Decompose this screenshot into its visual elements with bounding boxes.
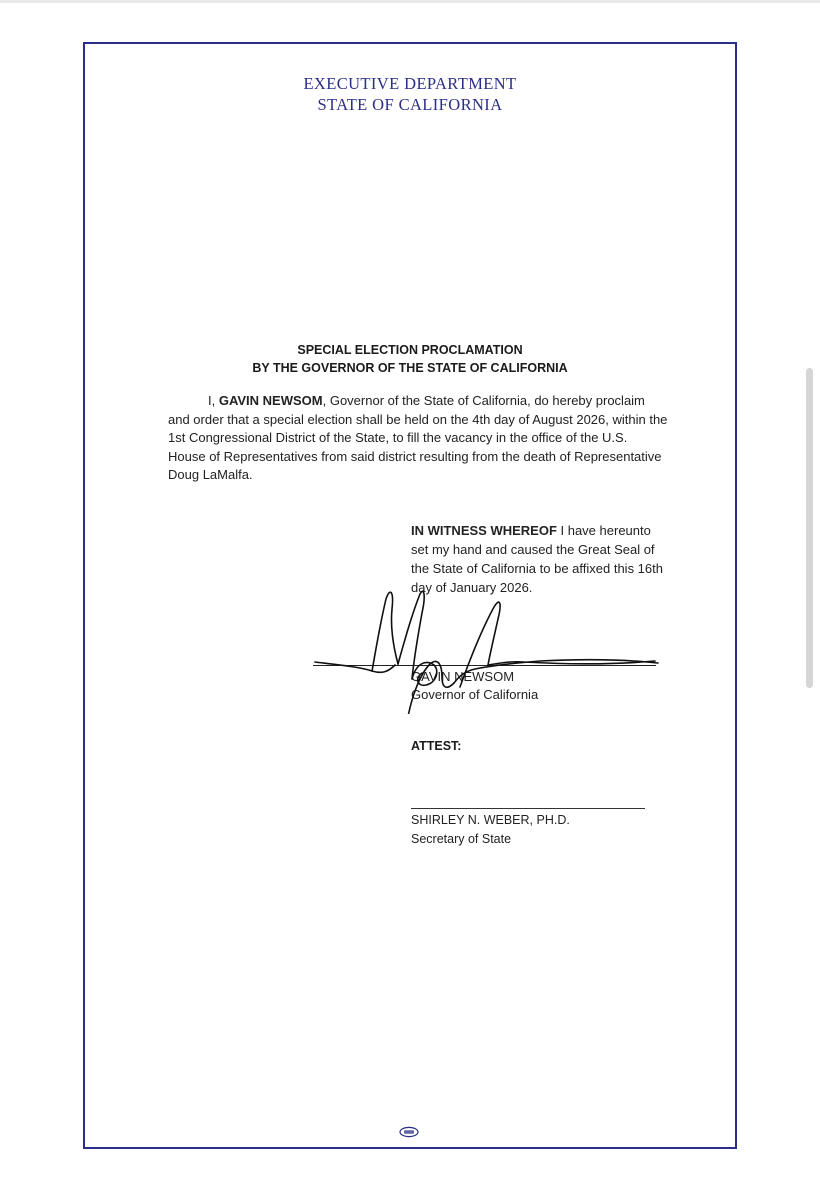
secretary-signature-line bbox=[411, 808, 645, 809]
top-divider bbox=[0, 0, 820, 3]
letterhead-line-1: EXECUTIVE DEPARTMENT bbox=[303, 74, 517, 93]
title-line-2: BY THE GOVERNOR OF THE STATE OF CALIFORNIA bbox=[252, 361, 568, 375]
secretary-name: SHIRLEY N. WEBER, PH.D. bbox=[411, 813, 570, 827]
letterhead-line-2: STATE OF CALIFORNIA bbox=[317, 95, 503, 114]
proclamation-title bbox=[85, 341, 735, 377]
letterhead bbox=[85, 73, 735, 115]
body-lead: I, bbox=[208, 393, 219, 408]
proclamation-body bbox=[168, 392, 668, 485]
governor-signature bbox=[310, 579, 660, 714]
witness-bold: IN WITNESS WHEREOF bbox=[411, 523, 557, 538]
vertical-scrollbar[interactable] bbox=[806, 368, 813, 688]
state-seal-mark-icon bbox=[398, 1126, 420, 1138]
witness-text: I have hereunto set my hand and caused the Great Seal of the State of California to be affixed this 16th day of January 2026. bbox=[411, 523, 663, 595]
secretary-title: Secretary of State bbox=[411, 832, 512, 846]
governor-name-bold: GAVIN NEWSOM bbox=[218, 393, 323, 408]
secretary-block bbox=[411, 811, 570, 849]
body-text: , Governor of the State of California, do hereby proclaim and order that a special election shall be held on the 4th day of August 2026, within the 1st Congressional District of the State, to fill the vacancy in the office of the U.S. House of Representatives from said district resulting from the death of Representative Doug LaMalfa. bbox=[168, 393, 668, 482]
attest-label: ATTEST: bbox=[411, 739, 462, 753]
title-line-1: SPECIAL ELECTION PROCLAMATION bbox=[297, 343, 523, 357]
governor-title: Governor of California bbox=[411, 687, 539, 702]
governor-name: GAVIN NEWSOM bbox=[411, 669, 515, 684]
proclamation-page bbox=[83, 42, 737, 1149]
